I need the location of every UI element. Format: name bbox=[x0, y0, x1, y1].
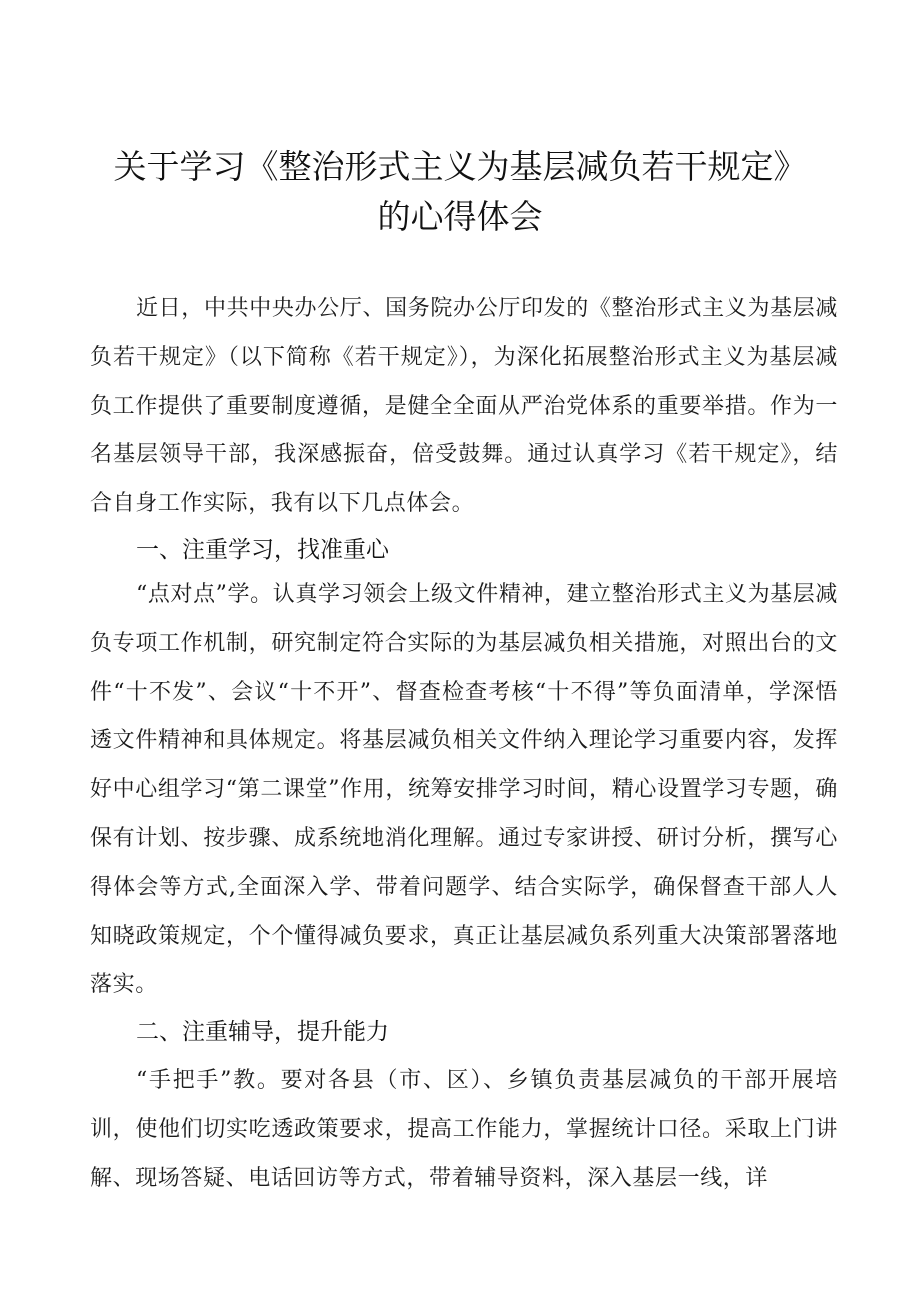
section-heading-1: 一、注重学习，找准重心 bbox=[136, 537, 389, 563]
document-title-line-1: 关于学习《整治形式主义为基层减负若干规定》 bbox=[113, 147, 807, 186]
section-heading-2: 二、注重辅导，提升能力 bbox=[136, 1019, 389, 1045]
document-title-line-2: 的心得体会 bbox=[377, 197, 543, 236]
intro-paragraph: 近日，中共中央办公厅、国务院办公厅印发的《整治形式主义为基层减负若干规定》（以下简称《若干规定》），为深化拓展整治形式主义为基层减负工作提供了重要制度遵循，是健全全面从严治党体系的重要举措。作为一名基层领导干部，我深感振奋，倍受鼓舞。通过认真学习《若干规定》，结合自身工作实际，我有以下几点体会。 bbox=[90, 296, 838, 517]
section-body-2: “手把手”教。要对各县（市、区）、乡镇负责基层减负的干部开展培训，使他们切实吃透政策要求，提高工作能力，掌握统计口径。采取上门讲解、现场答疑、电话回访等方式，带着辅导资料，深入基层一线，详 bbox=[90, 1068, 838, 1191]
section-body-1: “点对点”学。认真学习领会上级文件精神，建立整治形式主义为基层减负专项工作机制，研究制定符合实际的为基层减负相关措施，对照出台的文件“十不发”、会议“十不开”、督查检查考核“十不得”等负面清单，学深悟透文件精神和具体规定。将基层减负相关文件纳入理论学习重要内容，发挥好中心组学习“第二课堂”作用，统筹安排学习时间，精心设置学习专题，确保有计划、按步骤、成系统地消化理解。通过专家讲授、研讨分析，撰写心得体会等方式,全面深入学、带着问题学、结合实际学，确保督查干部人人知晓政策规定，个个懂得减负要求，真正让基层减负系列重大决策部署落地落实。 bbox=[90, 582, 838, 998]
